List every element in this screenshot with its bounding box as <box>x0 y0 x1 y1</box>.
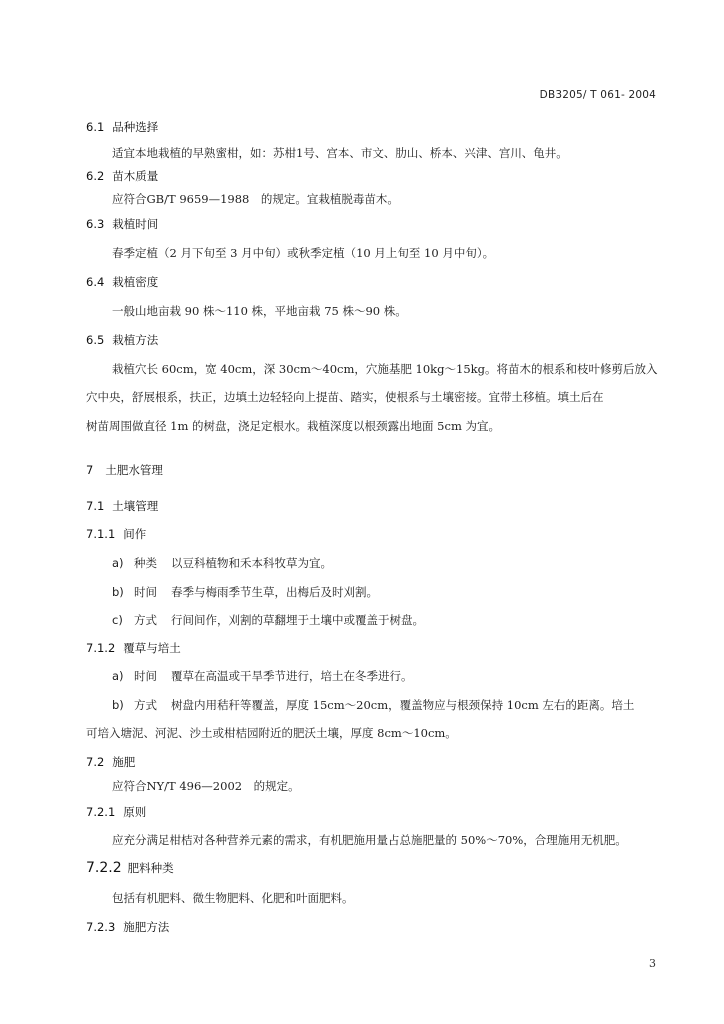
item-text: 以豆科植物和禾本科牧草为宜。 <box>171 556 332 570</box>
section-title: 栽植方法 <box>112 333 159 347</box>
heading-7-2-3 <box>86 919 169 935</box>
item-key: 时间 <box>134 585 157 599</box>
paragraph-7-2-1: 应充分满足柑桔对各种营养元素的需求，有机肥施用量占总施肥量的 50%～70%，合理施用无机肥。 <box>112 833 627 847</box>
heading-6-2 <box>86 168 158 184</box>
section-number: 6.4 <box>86 275 105 289</box>
paragraph-7-1-2-continuation: 可培入塘泥、河泥、沙土或柑桔园附近的肥沃土壤，厚度 8cm～10cm。 <box>86 726 457 740</box>
heading-7-1 <box>86 498 158 514</box>
heading-7-2-2 <box>86 860 174 876</box>
paragraph-6-4: 一般山地亩栽 90 株～110 株，平地亩栽 75 株～90 株。 <box>112 304 407 318</box>
section-title: 品种选择 <box>112 120 159 134</box>
heading-7-2 <box>86 754 135 770</box>
section-number: 6.1 <box>86 120 105 134</box>
section-number: 6.5 <box>86 333 105 347</box>
item-marker: a) <box>112 556 124 570</box>
item-marker: a) <box>112 669 124 683</box>
item-key: 方式 <box>134 698 157 712</box>
section-number: 6.2 <box>86 169 105 183</box>
item-key: 方式 <box>134 613 157 627</box>
item-marker: c) <box>112 613 123 627</box>
item-marker: b) <box>112 585 124 599</box>
section-title: 苗木质量 <box>112 169 159 183</box>
list-item <box>112 697 634 713</box>
section-number: 7.1.2 <box>86 641 116 655</box>
page-number: 3 <box>649 957 656 970</box>
section-number: 7.2.3 <box>86 920 116 934</box>
item-text: 春季与梅雨季节生草，出梅后及时刈割。 <box>171 585 378 599</box>
item-key: 种类 <box>134 556 157 570</box>
heading-6-1 <box>86 119 158 135</box>
paragraph-7-2: 应符合NY/T 496—2002 的规定。 <box>112 779 300 793</box>
section-title: 肥料种类 <box>127 861 174 875</box>
heading-6-3 <box>86 216 158 232</box>
section-title: 栽植时间 <box>112 217 159 231</box>
paragraph-7-2-2: 包括有机肥料、微生物肥料、化肥和叶面肥料。 <box>112 891 354 905</box>
heading-7-2-1 <box>86 804 146 820</box>
section-title: 原则 <box>123 805 147 819</box>
item-key: 时间 <box>134 669 157 683</box>
paragraph-6-5-line-1: 栽植穴长 60cm，宽 40cm，深 30cm～40cm，穴施基肥 10kg～15kg。将苗木的根系和枝叶修剪后放入 <box>112 362 658 376</box>
section-number: 7.1 <box>86 499 105 513</box>
item-text: 覆草在高温或干旱季节进行，培土在冬季进行。 <box>171 669 413 683</box>
item-text: 树盘内用秸秆等覆盖，厚度 15cm～20cm，覆盖物应与根颈保持 10cm 左右的距离。培土 <box>171 698 635 712</box>
item-marker: b) <box>112 698 124 712</box>
paragraph-6-5-line-2: 穴中央，舒展根系，扶正，边填土边轻轻向上提苗、踏实，使根系与土壤密接。宜带土移植。填土后在 <box>86 390 604 404</box>
section-title: 施肥方法 <box>123 920 170 934</box>
paragraph-6-5-line-3: 树苗周围做直径 1m 的树盘，浇足定根水。栽植深度以根颈露出地面 5cm 为宜。 <box>86 419 501 433</box>
section-number: 7.1.1 <box>86 527 116 541</box>
section-title: 栽植密度 <box>112 275 159 289</box>
section-title: 土肥水管理 <box>105 463 163 477</box>
item-text: 行间间作，刈割的草翻埋于土壤中或覆盖于树盘。 <box>171 613 424 627</box>
paragraph-6-3: 春季定植（2 月下旬至 3 月中旬）或秋季定植（10 月上旬至 10 月中旬）。 <box>112 246 495 260</box>
heading-6-5 <box>86 332 158 348</box>
heading-7-1-2 <box>86 640 181 656</box>
list-item <box>112 555 332 571</box>
paragraph-6-2: 应符合GB/T 9659—1988 的规定。宜栽植脱毒苗木。 <box>112 192 399 206</box>
section-title: 土壤管理 <box>112 499 159 513</box>
section-title: 覆草与培土 <box>123 641 181 655</box>
heading-7 <box>86 462 163 478</box>
heading-7-1-1 <box>86 526 146 542</box>
section-number: 7 <box>86 463 94 477</box>
heading-6-4 <box>86 274 158 290</box>
section-number: 7.2 <box>86 755 105 769</box>
document-id: DB3205/ T 061- 2004 <box>539 89 656 101</box>
paragraph-6-1: 适宜本地栽植的早熟蜜柑，如：苏柑1号、宫本、市文、肋山、桥本、兴津、宫川、龟井。 <box>112 146 568 160</box>
section-number: 7.2.1 <box>86 805 116 819</box>
list-item <box>112 668 413 684</box>
section-number: 7.2.2 <box>86 860 122 876</box>
section-title: 施肥 <box>112 755 136 769</box>
list-item <box>112 584 378 600</box>
section-number: 6.3 <box>86 217 105 231</box>
section-title: 间作 <box>123 527 147 541</box>
list-item <box>112 612 424 628</box>
